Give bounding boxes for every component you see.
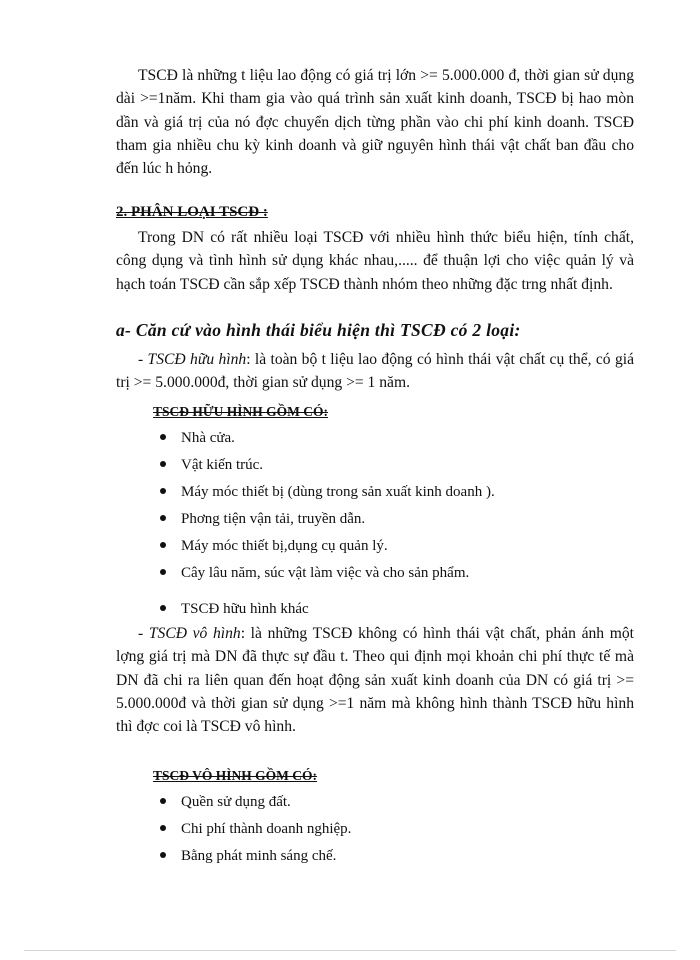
- intangible-list-label: TSCĐ VÔ HÌNH GỒM CÓ:: [153, 768, 318, 783]
- bullet-icon: [160, 515, 166, 521]
- list-item: Nhà cửa.: [160, 429, 495, 447]
- bullet-icon: [160, 434, 166, 440]
- tangible-term: TSCĐ hữu hình: [147, 351, 247, 368]
- intro-text: TSCĐ là những t liệu lao động có giá trị lớn >= 5.000.000 đ, thời gian sử dụng dài >=1năm. Khi tham gia vào quá trình sản xuất kinh doanh, TSCĐ bị hao mòn dần và giá trị của nó đợc chuyển dịch từng phần vào chi phí kinh doanh. TSCĐ tham gia nhiều chu kỳ kinh doanh và giữ nguyên hình thái vật chất ban đầu cho đến lúc h hỏng.: [116, 67, 634, 178]
- bullet-icon: [160, 825, 166, 831]
- intro-paragraph: [116, 64, 634, 180]
- bullet-icon: [160, 488, 166, 494]
- list-item: Chi phí thành doanh nghiệp.: [160, 820, 351, 838]
- intangible-list: [160, 793, 351, 865]
- subsection-a-heading: a- Căn cứ vào hình thái biểu hiện thì TSCĐ có 2 loại:: [116, 320, 521, 340]
- intangible-definition: [116, 622, 634, 738]
- intangible-prefix: -: [138, 625, 149, 642]
- bullet-icon: [160, 605, 166, 611]
- list-item: Máy móc thiết bị (dùng trong sản xuất kinh doanh ).: [160, 483, 495, 501]
- tangible-text: : là toàn bộ t liệu lao động có hình thái vật chất cụ thể, có giá trị >= 5.000.000đ, thời gian sử dụng >= 1 năm.: [116, 351, 634, 392]
- tangible-list: [160, 429, 495, 618]
- list-item: Phơng tiện vận tải, truyền dẫn.: [160, 510, 495, 528]
- page-bottom-divider: [24, 950, 676, 951]
- bullet-icon: [160, 569, 166, 575]
- list-item: Quền sử dụng đất.: [160, 793, 351, 811]
- intangible-text: : là những TSCĐ không có hình thái vật chất, phản ánh một lợng giá trị mà DN đã thực sự đầu t. Theo qui định mọi khoản chi phí thực tế mà DN đã chi ra liên quan đến hoạt động sản xuất kinh doanh của DN có giá trị >= 5.000.000đ và thời gian sử dụng >=1 năm mà không hình thành TSCĐ hữu hình thì đợc coi là TSCĐ vô hình.: [116, 625, 635, 736]
- list-item: Máy móc thiết bị,dụng cụ quản lý.: [160, 537, 495, 555]
- bullet-icon: [160, 542, 166, 548]
- bullet-icon: [160, 461, 166, 467]
- tangible-list-label: TSCĐ HỮU HÌNH GỒM CÓ:: [153, 404, 328, 419]
- tangible-prefix: -: [138, 351, 148, 368]
- list-item: Bằng phát minh sáng chế.: [160, 847, 351, 865]
- list-item: Cây lâu năm, súc vật làm việc và cho sản phẩm.: [160, 564, 495, 582]
- section-2-text: Trong DN có rất nhiều loại TSCĐ với nhiều hình thức biểu hiện, tính chất, công dụng và tình hình sử dụng khác nhau,..... để thuận lợi cho việc quản lý và hạch toán TSCĐ cần sắp xếp TSCĐ thành nhóm theo những đặc trng nhất định.: [116, 229, 634, 293]
- bullet-icon: [160, 852, 166, 858]
- section-2-paragraph: [116, 226, 634, 296]
- list-item: Vật kiến trúc.: [160, 456, 495, 474]
- list-item: TSCĐ hữu hình khác: [160, 600, 495, 618]
- section-2-heading: 2. PHÂN LOẠI TSCĐ :: [116, 204, 268, 220]
- tangible-definition: [116, 348, 634, 395]
- intangible-term: TSCĐ vô hình: [148, 625, 241, 642]
- bullet-icon: [160, 798, 166, 804]
